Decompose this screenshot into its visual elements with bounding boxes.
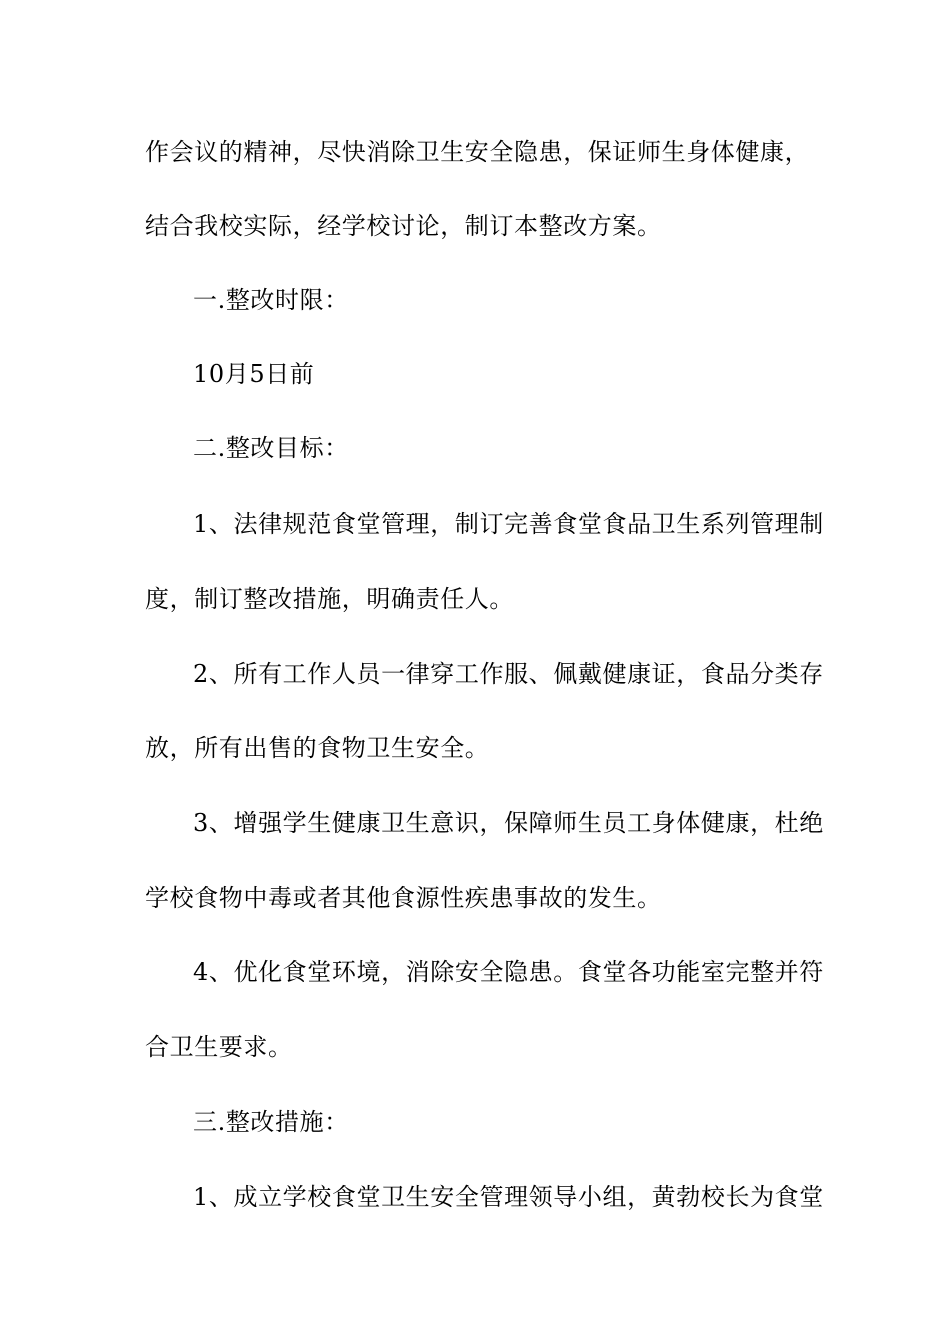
text-line: 作会议的精神，尽快消除卫生安全隐患，保证师生身体健康， — [145, 138, 810, 166]
text-line: 2、所有工作人员一律穿工作服、佩戴健康证，食品分类存 — [193, 660, 824, 688]
text-line: 放，所有出售的食物卫生安全。 — [145, 734, 490, 762]
section-heading: 三.整改措施： — [193, 1108, 349, 1136]
text-line: 10月5日前 — [193, 360, 315, 388]
text-line: 1、法律规范食堂管理，制订完善食堂食品卫生系列管理制 — [193, 510, 824, 538]
section-heading: 一.整改时限： — [193, 286, 349, 314]
section-heading: 二.整改目标： — [193, 434, 349, 462]
text-line: 学校食物中毒或者其他食源性疾患事故的发生。 — [145, 884, 662, 912]
text-line: 1、成立学校食堂卫生安全管理领导小组，黄勃校长为食堂 — [193, 1183, 824, 1211]
text-line: 合卫生要求。 — [145, 1033, 293, 1061]
text-line: 3、增强学生健康卫生意识，保障师生员工身体健康，杜绝 — [193, 809, 824, 837]
text-line: 度，制订整改措施，明确责任人。 — [145, 585, 514, 613]
text-line: 结合我校实际，经学校讨论，制订本整改方案。 — [145, 212, 662, 240]
text-line: 4、优化食堂环境，消除安全隐患。食堂各功能室完整并符 — [193, 958, 824, 986]
